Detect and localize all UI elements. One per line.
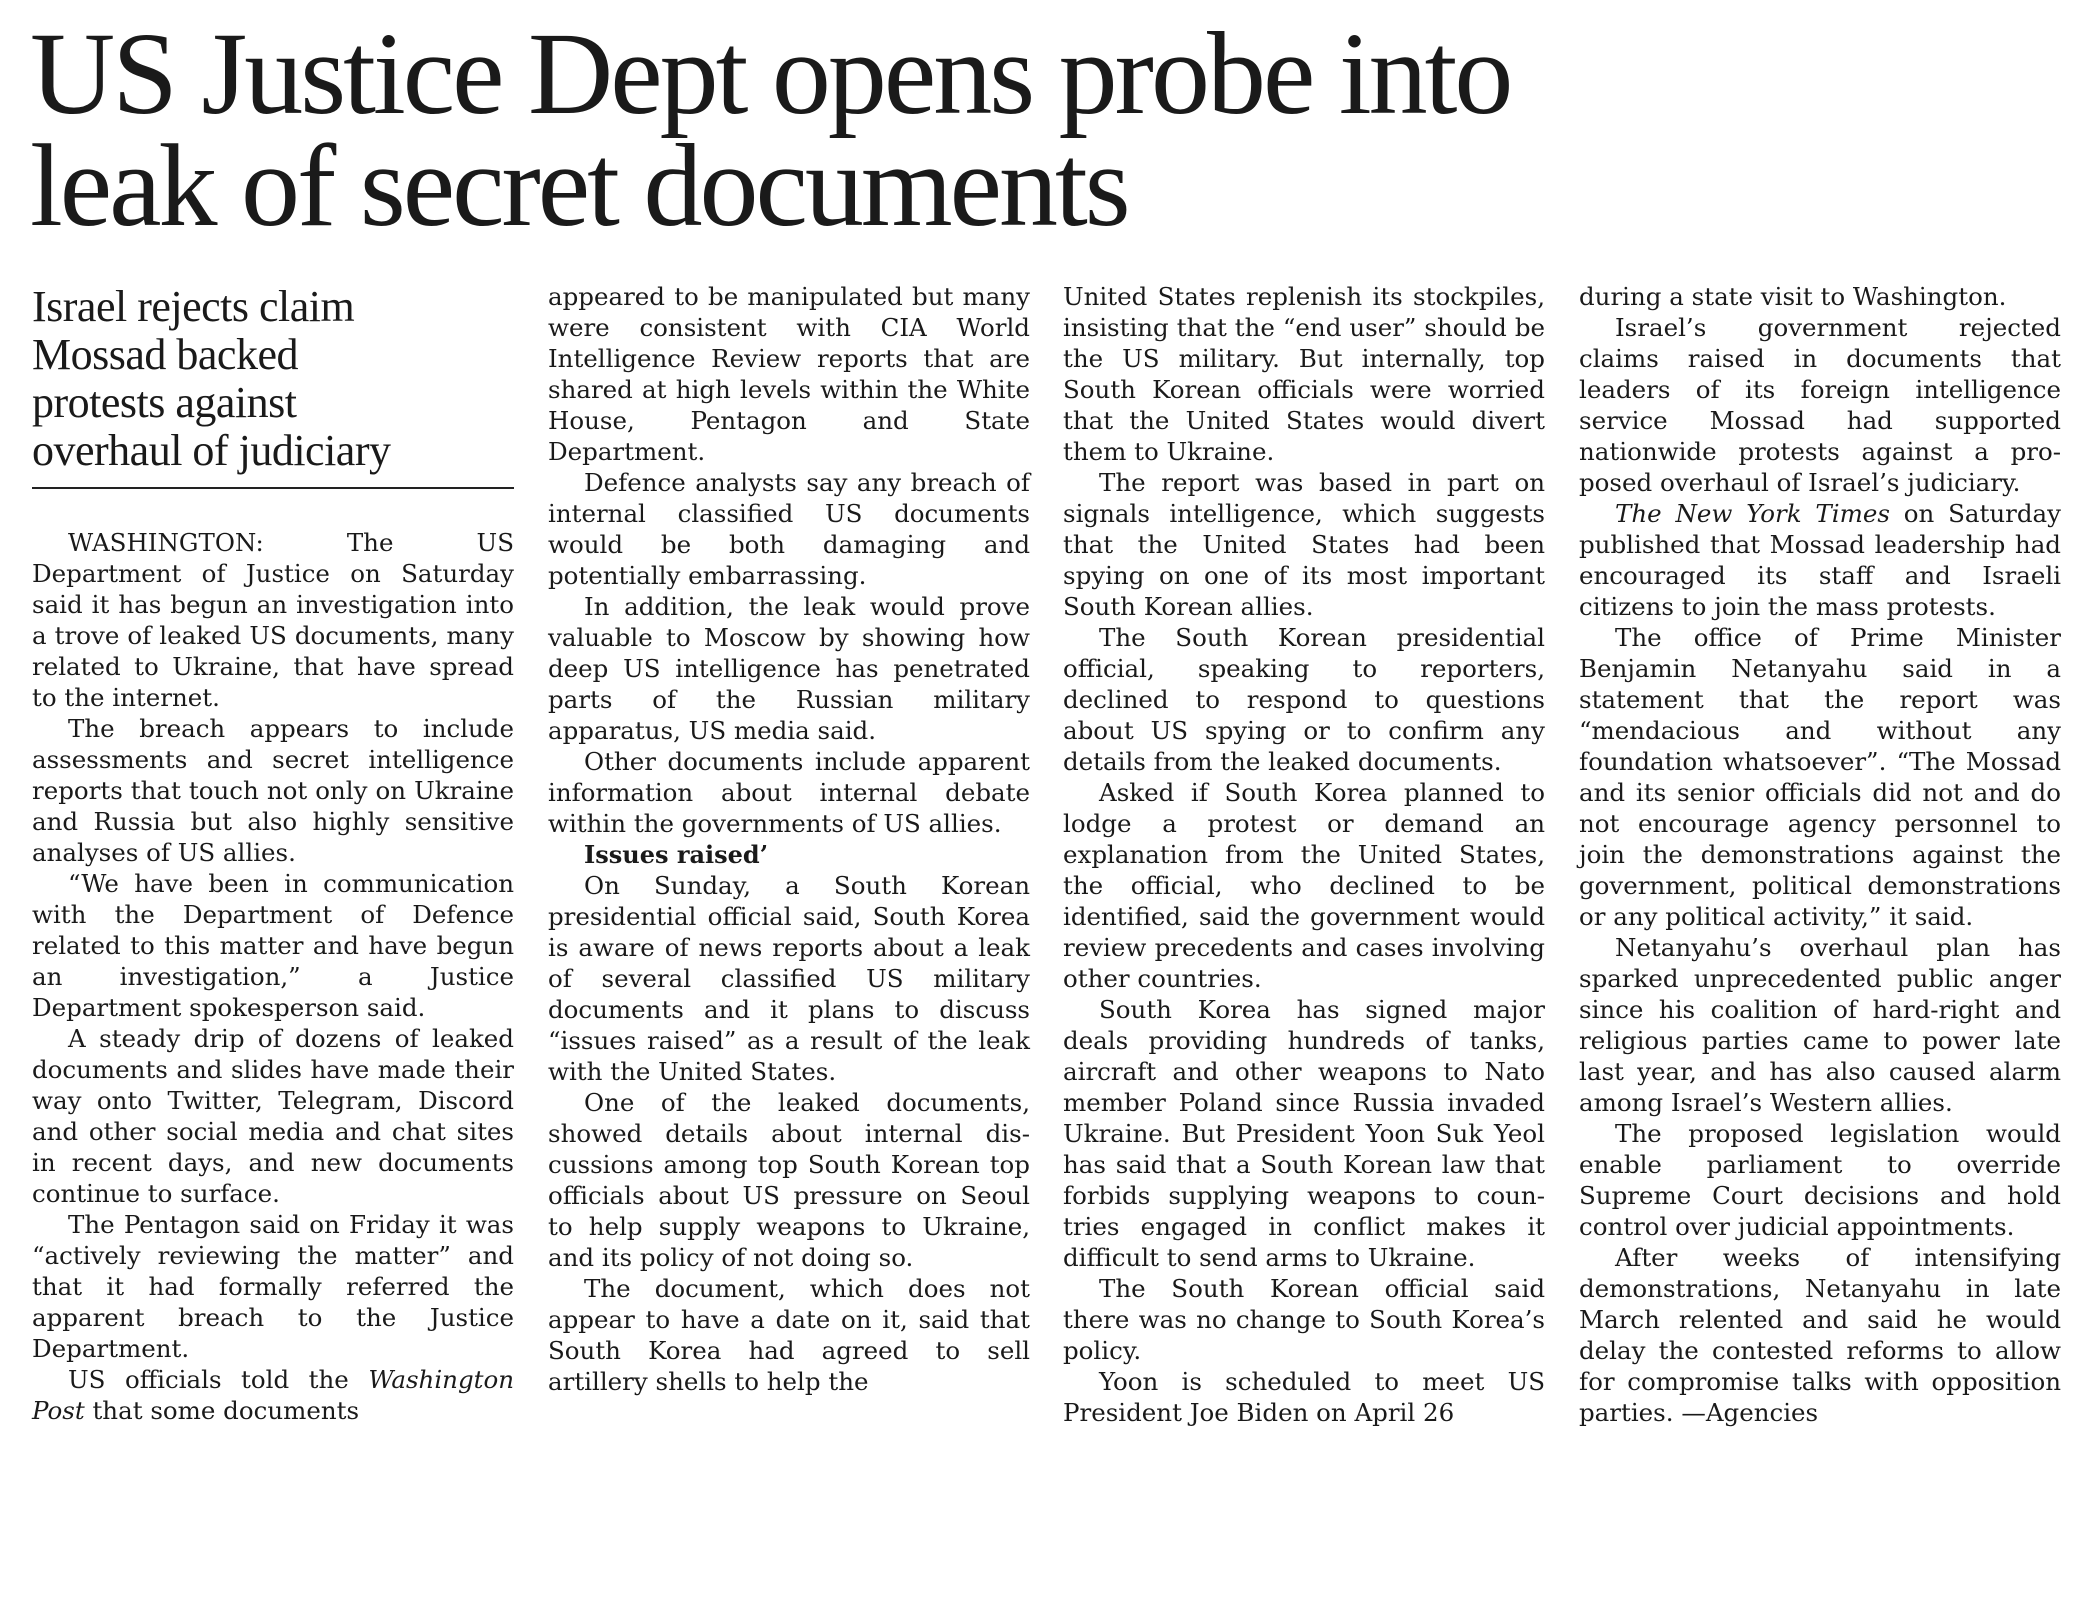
paragraph: WASHINGTON: The US Department of Justice on Saturday said it has begun an investigation into a trove of leaked US documents, many related to Ukraine, that have spread to the internet. [32,528,514,712]
subheadline [32,283,514,489]
paragraph: South Korea has signed major deals providing hundreds of tanks, aircraft and other weapons to Nato member Poland since Russia invaded Ukraine. But President Yoon Suk Yeol has said that a South Korean law that forbids supplying weapons to countries engaged in conflict makes it difficult to send arms to Ukraine. [1063,995,1545,1272]
article-column-2 [548,281,1030,1397]
text-run: on Saturday published that Mossad leadership had encouraged its staff and Israeli citizens to join the mass protests. [1579,499,2061,621]
paragraph: Israel’s government rejected claims raised in documents that leaders of its foreign intelligence service Mossad had supported nationwide protests against a proposed overhaul of Israel’s judiciary. [1579,313,2061,497]
paragraph: The South Korean presidential official, speaking to reporters, declined to respond to questions about US spying or to confirm any details from the leaked documents. [1063,623,1545,776]
paragraph: “We have been in communication with the Department of Defence related to this matter and have begun an investigation,” a Justice Department spokesperson said. [32,869,514,1022]
text-run: that some documents [84,1396,360,1425]
crosshead: Issues raised’ [584,840,769,869]
paragraph: The Pentagon said on Friday it was “actively reviewing the matter” and that it had formally referred the apparent breach to the Justice Department. [32,1210,514,1363]
paragraph: One of the leaked documents, showed details about internal discussions among top South Korean top officials about US pressure on Seoul to help supply weapons to Ukraine, and its policy of not doing so. [548,1088,1030,1272]
paragraph: Asked if South Korea planned to lodge a protest or demand an explanation from the United States, the official, who declined to be identified, said the government would review precedents and cases involving other countries. [1063,778,1545,993]
paragraph [32,1364,514,1426]
paragraph: The office of Prime Minister Benjamin Netanyahu said in a statement that the report was “mendacious and without any foundation whatsoever”. “The Mossad and its senior officials did not and do not encourage agency personnel to join the demonstrations against the government, political demonstrations or any political activity,” it said. [1579,623,2061,931]
paragraph: The document, which does not appear to have a date on it, said that South Korea had agreed to sell artillery shells to help the [548,1274,1030,1396]
paragraph: After weeks of intensifying demonstrations, Netanyahu in late March relented and said he would delay the contested reforms to allow for compromise talks with opposition parties. —Agencies [1579,1243,2061,1427]
paragraph: The breach appears to include assessments and secret intelligence reports that touch not only on Ukraine and Russia but also highly sensitive analyses of US allies. [32,714,514,867]
paragraph: The proposed legislation would enable parliament to override Supreme Court decisions and hold control over judicial appointments. [1579,1119,2061,1241]
paragraph: Other documents include apparent information about internal debate within the governments of US allies. [548,747,1030,838]
paragraph: On Sunday, a South Korean presidential official said, South Korea is aware of news reports about a leak of several classified US military documents and it plans to discuss “issues raised” as a result of the leak with the United States. [548,871,1030,1086]
paragraph [1579,498,2061,622]
paragraph: A steady drip of dozens of leaked documents and slides have made their way onto Twitter, Telegram, Discord and other social media and chat sites in recent days, and new documents continue to surface. [32,1024,514,1208]
paragraph: Yoon is scheduled to meet US President Joe Biden on April 26 [1063,1367,1545,1427]
publication-name: Washington Post [32,1365,514,1425]
paragraph: United States replenish its stockpiles, insisting that the “end user” should be the US military. But internally, top South Korean officials were worried that the United States would divert them to Ukraine. [1063,282,1545,466]
paragraph: Netanyahu’s overhaul plan has sparked unprecedented public anger since his coalition of hard-right and religious parties came to power late last year, and has also caused alarm among Israel’s Western allies. [1579,933,2061,1117]
subheadline-line-3: protests against [32,378,297,427]
paragraph: Defence analysts say any breach of internal classified US documents would be both damaging and potentially embarrassing. [548,468,1030,590]
subheadline-line-2: Mossad backed [32,330,298,379]
paragraph: In addition, the leak would prove valuable to Moscow by showing how deep US intelligence has penetrated parts of the Russian military apparatus, US media said. [548,592,1030,745]
paragraph: appeared to be manipulated but many were consistent with CIA World Intelligence Review reports that are shared at high levels within the White House, Pentagon and State Department. [548,282,1030,466]
publication-name: The New York Times [1615,499,1890,528]
subheadline-line-1: Israel rejects claim [32,282,355,331]
paragraph: The South Korean official said there was no change to South Korea’s policy. [1063,1274,1545,1365]
paragraph: during a state visit to Washington. [1579,282,2007,311]
headline-line-2: leak of secret documents [30,120,1128,251]
text-run: US officials told the [68,1365,369,1394]
paragraph: The report was based in part on signals intelligence, which suggests that the United States had been spying on one of its most important South Korean allies. [1063,468,1545,621]
article-column-1 [32,283,514,1426]
subheadline-line-4: overhaul of judiciary [32,426,391,475]
headline-line-1: US Justice Dept opens probe into [30,8,1511,139]
article-column-4 [1579,281,2061,1428]
article-column-3 [1063,281,1545,1428]
headline [30,8,2040,251]
